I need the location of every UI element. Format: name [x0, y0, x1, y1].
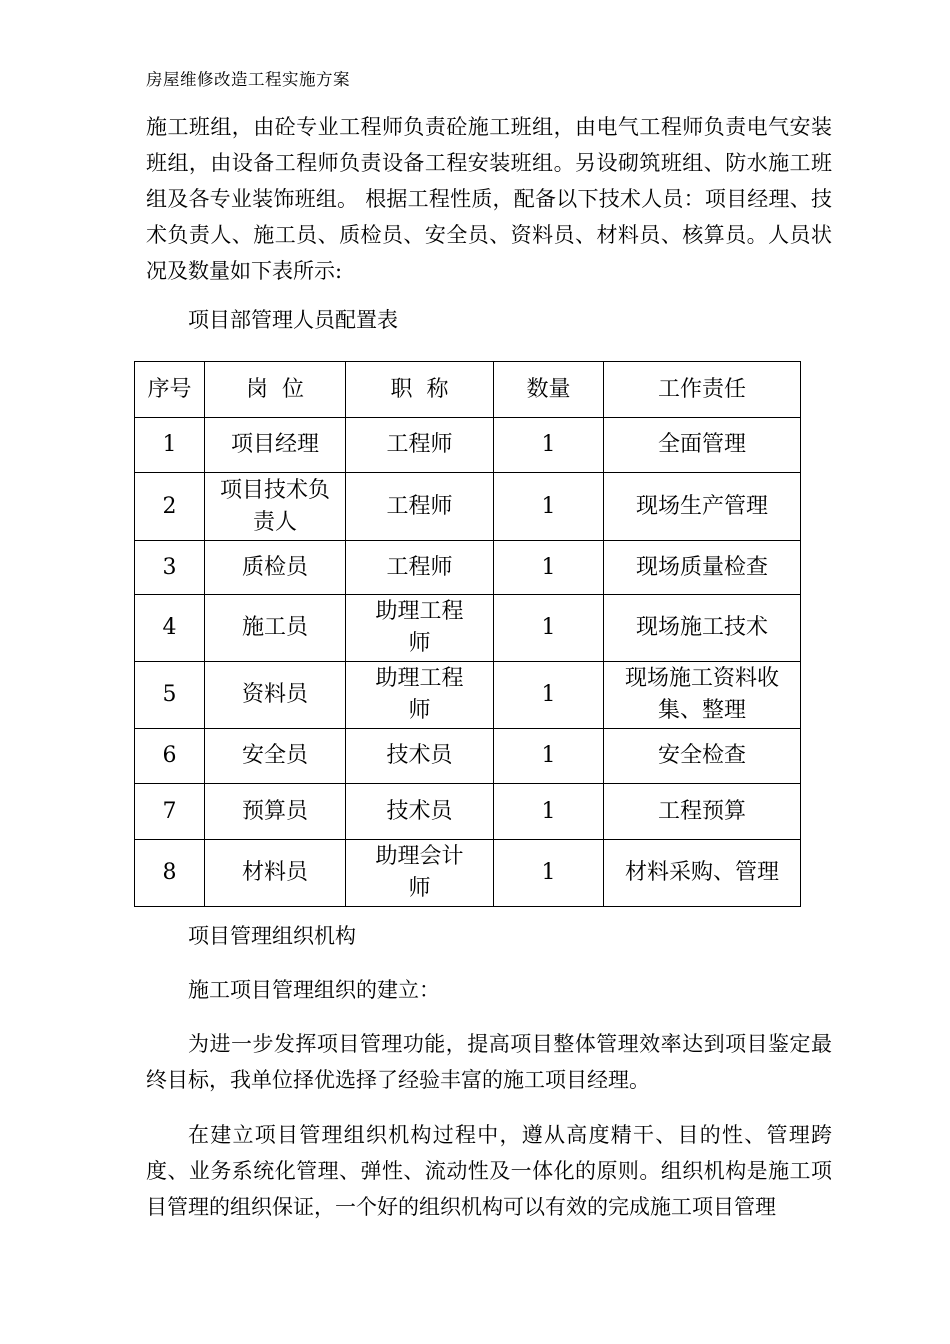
- cell-no: 7: [135, 784, 205, 840]
- cell-duty-text: 材料采购、管理: [624, 860, 779, 885]
- table-header-row: [135, 362, 801, 418]
- cell-post: 资料员: [205, 662, 346, 729]
- cell-title: 工程师: [346, 418, 494, 473]
- section-heading: 项目管理组织机构: [188, 924, 356, 948]
- cell-duty: [604, 662, 801, 729]
- cell-post: 项目经理: [205, 418, 346, 473]
- cell-title: [346, 662, 494, 729]
- table-caption: 项目部管理人员配置表: [188, 308, 398, 332]
- header-cell-post: 岗 位: [205, 362, 346, 418]
- staff-table: [134, 361, 801, 907]
- cell-duty: 安全检查: [604, 729, 801, 784]
- cell-duty: 现场生产管理: [604, 473, 801, 541]
- cell-post: 施工员: [205, 595, 346, 662]
- table-row: [135, 840, 801, 907]
- cell-no: 4: [135, 595, 205, 662]
- table-row: [135, 595, 801, 662]
- header-cell-title: 职 称: [346, 362, 494, 418]
- cell-no: 3: [135, 541, 205, 595]
- cell-title: [346, 595, 494, 662]
- cell-qty: 1: [494, 473, 604, 541]
- cell-title: 技术员: [346, 784, 494, 840]
- cell-no: 1: [135, 418, 205, 473]
- cell-no: 2: [135, 473, 205, 541]
- cell-qty: 1: [494, 662, 604, 729]
- table-row: [135, 784, 801, 840]
- cell-duty: [604, 840, 801, 907]
- paragraph-3: 在建立项目管理组织机构过程中，遵从高度精干、目的性、管理跨度、业务系统化管理、弹性、流动性及一体化的原则。组织机构是施工项目管理的组织保证，一个好的组织机构可以有效的完成施工项目管理: [146, 1123, 832, 1219]
- cell-duty-text: 现场施工资料收集、整理: [624, 666, 779, 723]
- intro-paragraph: 施工班组，由砼专业工程师负责砼施工班组，由电气工程师负责电气安装班组，由设备工程师负责设备工程安装班组。另设砌筑班组、防水施工班组及各专业装饰班组。 根据工程性质，配备以下技术人员：项目经理、技术负责人、施工员、质检员、安全员、资料员、材料员、核算员。人员状况及数量如下表所示:: [146, 115, 832, 283]
- cell-post-text: 项目技术负责人: [220, 477, 331, 535]
- sub-heading: 施工项目管理组织的建立：: [188, 978, 440, 1002]
- cell-duty: 工程预算: [604, 784, 801, 840]
- cell-qty: 1: [494, 595, 604, 662]
- cell-duty: 现场质量检查: [604, 541, 801, 595]
- cell-no: 6: [135, 729, 205, 784]
- cell-no: 8: [135, 840, 205, 907]
- cell-title-text: 助理会计师: [375, 844, 464, 901]
- cell-qty: 1: [494, 840, 604, 907]
- cell-post: 质检员: [205, 541, 346, 595]
- cell-qty: 1: [494, 418, 604, 473]
- cell-qty: 1: [494, 784, 604, 840]
- paragraph-2: 为进一步发挥项目管理功能，提高项目整体管理效率达到项目鉴定最终目标，我单位择优选择了经验丰富的施工项目经理。: [146, 1032, 832, 1092]
- cell-duty: 现场施工技术: [604, 595, 801, 662]
- page-header: 房屋维修改造工程实施方案: [146, 70, 350, 89]
- cell-title: 工程师: [346, 473, 494, 541]
- table-row: [135, 729, 801, 784]
- header-cell-no: 序号: [135, 362, 205, 418]
- table-row: [135, 473, 801, 541]
- cell-duty: 全面管理: [604, 418, 801, 473]
- cell-post: [205, 473, 346, 541]
- cell-qty: 1: [494, 541, 604, 595]
- cell-post: 材料员: [205, 840, 346, 907]
- cell-post: 安全员: [205, 729, 346, 784]
- table-row: [135, 418, 801, 473]
- cell-post: 预算员: [205, 784, 346, 840]
- cell-no: 5: [135, 662, 205, 729]
- cell-qty: 1: [494, 729, 604, 784]
- cell-title-text: 助理工程师: [375, 599, 464, 656]
- table-row: [135, 662, 801, 729]
- cell-title: 工程师: [346, 541, 494, 595]
- cell-title: [346, 840, 494, 907]
- table-row: [135, 541, 801, 595]
- header-cell-duty: 工作责任: [604, 362, 801, 418]
- header-cell-qty: 数量: [494, 362, 604, 418]
- cell-title: 技术员: [346, 729, 494, 784]
- cell-title-text: 助理工程师: [375, 666, 464, 723]
